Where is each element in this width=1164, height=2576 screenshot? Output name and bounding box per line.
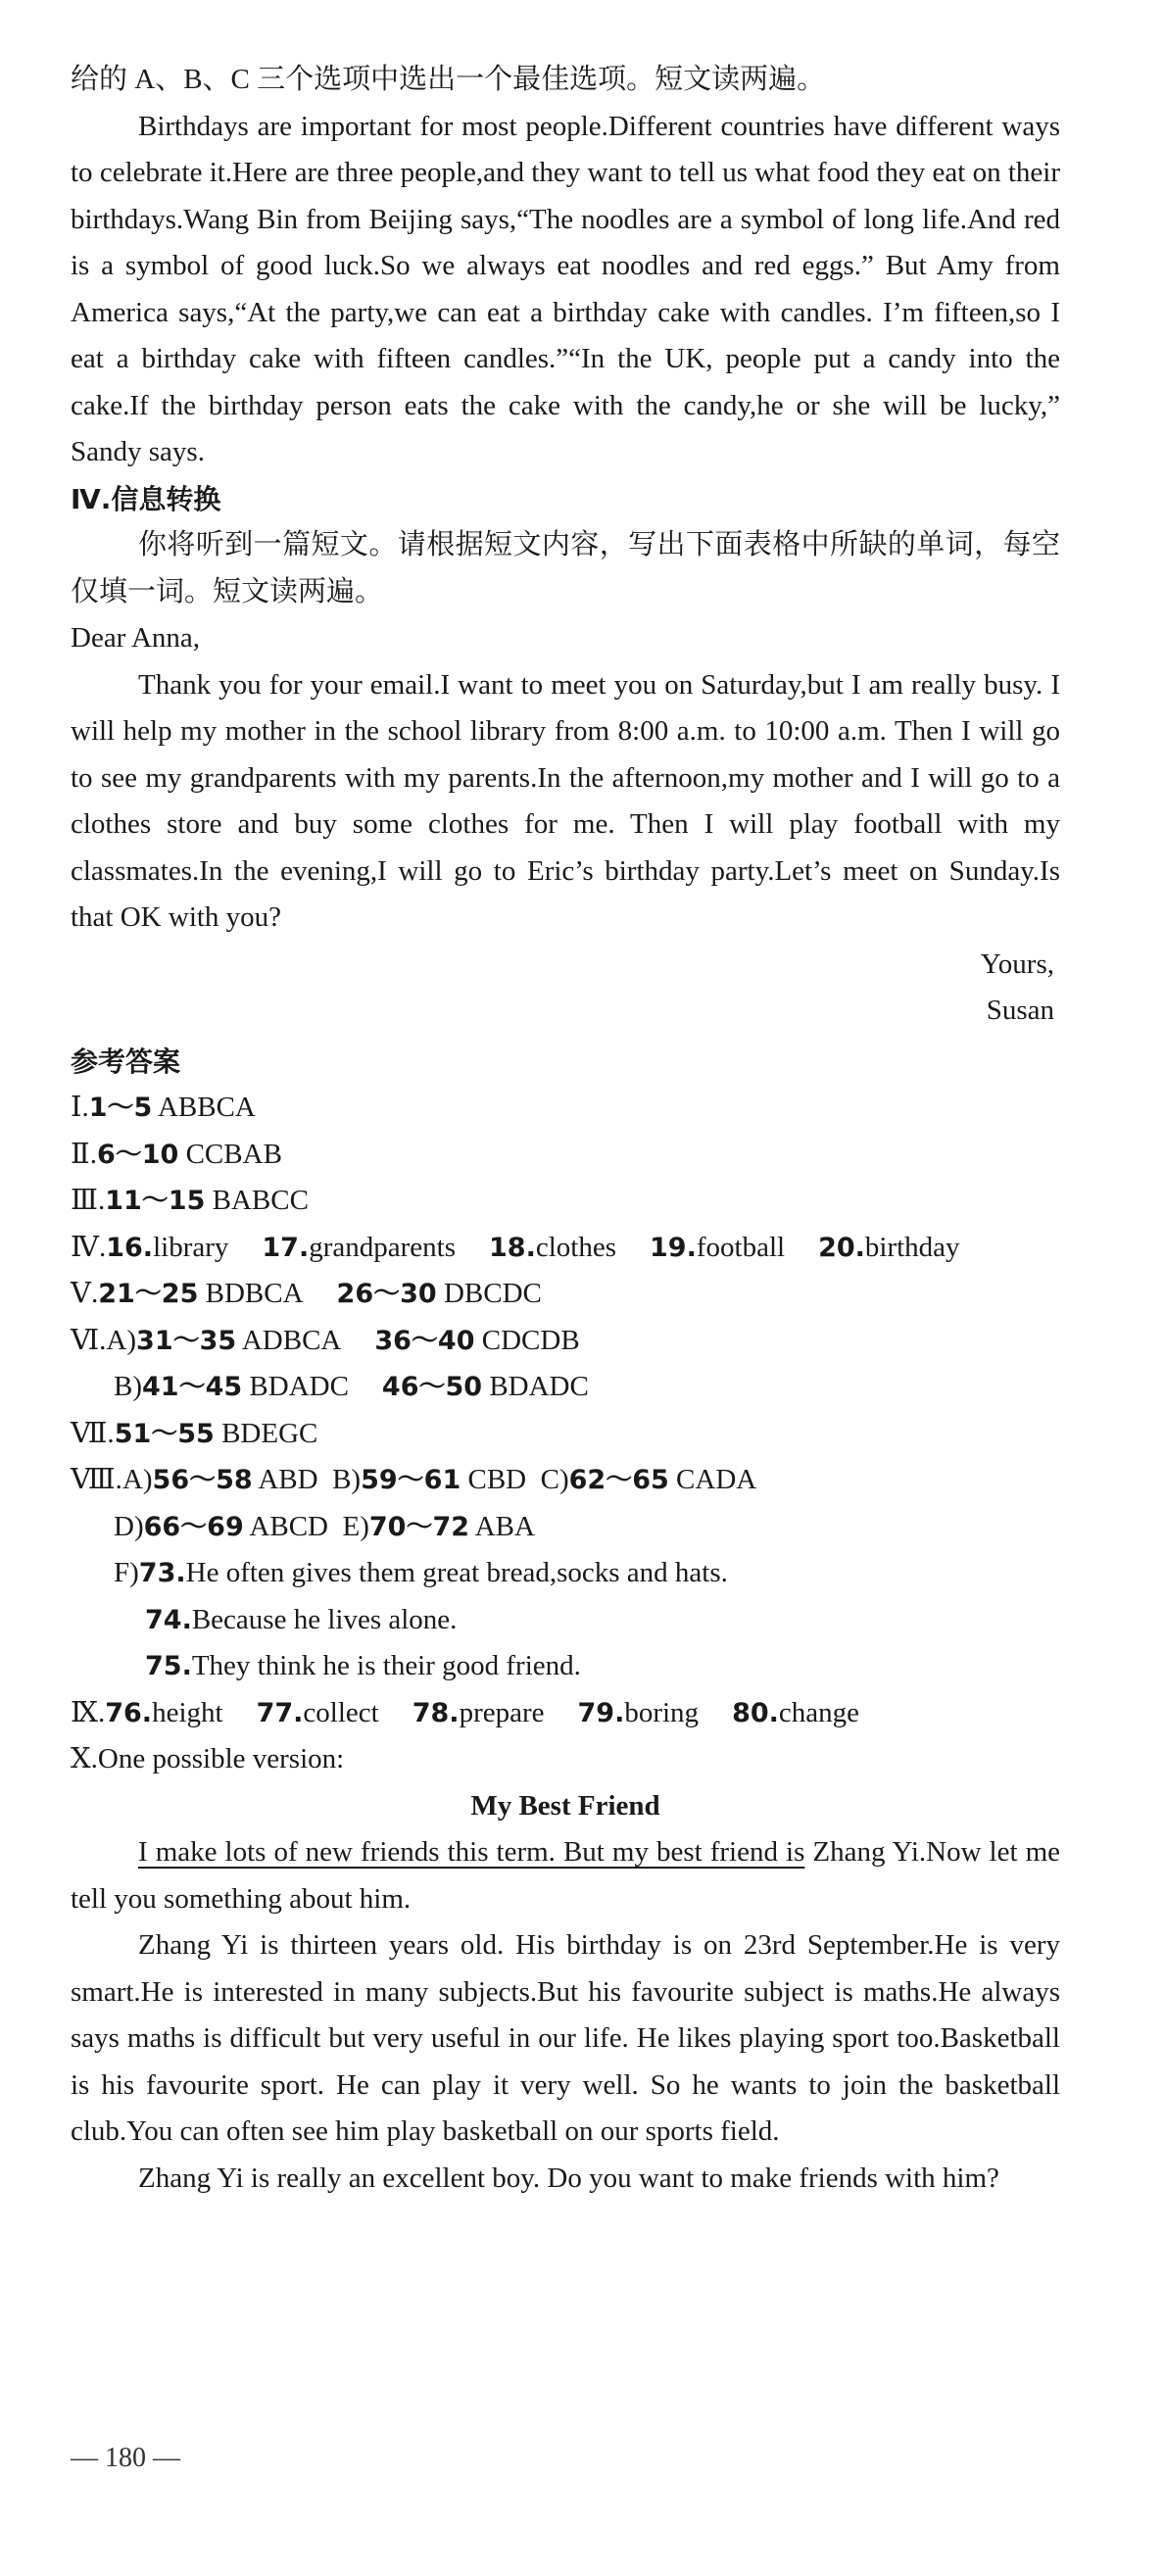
question-range: 66～69: [143, 1511, 244, 1542]
question-range: 51～55: [114, 1418, 215, 1449]
item-number: 77.: [256, 1697, 304, 1728]
item-word: change: [778, 1696, 860, 1728]
item-number: 18.: [489, 1232, 536, 1263]
essay-title: My Best Friend: [470, 1789, 660, 1822]
underlined-sentence: I make lots of new friends this term. But my best friend is: [138, 1836, 805, 1868]
answer-row-3: [71, 1178, 1060, 1225]
section-4-heading: Ⅳ.信息转换: [71, 482, 221, 515]
question-range: 6～10: [96, 1139, 179, 1170]
answer-key: CDCDB: [481, 1324, 580, 1356]
letter-body: Thank you for your email.I want to meet you on Saturday,but I am really busy. I will help my mother in the school library from 8:00 a.m. to 10:00 a.m. Then I will go to see my grandparents with my parents.In the afternoon,my mother and I will go to a clothes store and buy some clothes for me. Then I will play football with my classmates.In the evening,I will go to Eric’s birthday party.Let’s meet on Sunday.Is that OK with you?: [71, 668, 1060, 933]
question-range: 62～65: [568, 1465, 669, 1495]
answer-row-10: [71, 1736, 1060, 1783]
answer-sentence: They think he is their good friend.: [191, 1650, 581, 1681]
answer-key: BDEGC: [221, 1417, 318, 1449]
part-label: E): [342, 1510, 369, 1542]
question-range: 21～25: [98, 1279, 199, 1309]
item-number: 80.: [732, 1697, 779, 1728]
item-number: 76.: [105, 1697, 153, 1728]
answer-key: BDADC: [489, 1371, 589, 1402]
item-number: 78.: [412, 1697, 460, 1728]
item-word: prepare: [459, 1696, 545, 1728]
answer-key: BDADC: [249, 1371, 349, 1402]
question-range: 41～45: [142, 1372, 243, 1402]
answer-key: CADA: [676, 1464, 757, 1495]
intro-line: 给的 A、B、C 三个选项中选出一个最佳选项。短文读两遍。: [71, 64, 826, 95]
answer-key: BABCC: [212, 1185, 309, 1216]
answer-row-8f-74: [71, 1597, 1060, 1644]
roman-numeral: Ⅰ.: [71, 1092, 89, 1123]
answer-key: DBCDC: [443, 1278, 542, 1309]
item-number: 75.: [145, 1651, 192, 1681]
answers-heading: 参考答案: [71, 1045, 181, 1078]
section-4-instruction: 你将听到一篇短文。请根据短文内容，写出下面表格中所缺的单词，每空仅填一词。短文读两遍。: [71, 529, 1060, 608]
part-label: B): [332, 1464, 362, 1495]
question-range: 59～61: [361, 1465, 461, 1495]
question-range: 31～35: [136, 1325, 237, 1356]
question-range: 36～40: [374, 1325, 475, 1356]
part-label: D): [114, 1510, 144, 1542]
essay-paragraph-3: Zhang Yi is really an excellent boy. Do you want to make friends with him?: [138, 2162, 999, 2194]
question-range: 1～5: [88, 1093, 153, 1123]
item-word: clothes: [535, 1231, 617, 1263]
item-word: height: [152, 1696, 223, 1728]
letter-signature: Susan: [986, 995, 1054, 1026]
essay-paragraph-2: Zhang Yi is thirteen years old. His birthday is on 23rd September.He is very smart.He is interested in many subjects.But his favourite subject is maths.He always says maths is difficult but very useful in our life. He likes playing sport too.Basketball is his favourite sport. He can play it very well. So he wants to join the basketball club.You can often see him play basketball on our sports field.: [71, 1929, 1060, 2147]
answer-key: ABD: [258, 1464, 318, 1495]
roman-numeral: Ⅲ.: [71, 1185, 106, 1216]
roman-numeral: Ⅷ.: [71, 1464, 122, 1495]
answer-row-8f-73: [71, 1550, 1060, 1597]
answer-key: BDBCA: [205, 1278, 304, 1309]
answer-row-8f-75: [71, 1643, 1060, 1690]
roman-numeral: Ⅴ.: [71, 1278, 99, 1309]
roman-numeral: Ⅹ.: [71, 1743, 98, 1774]
item-word: grandparents: [309, 1231, 457, 1263]
question-range: 56～58: [152, 1465, 253, 1495]
item-word: boring: [624, 1696, 700, 1728]
part-label: F): [114, 1557, 139, 1588]
answer-row-8a: [71, 1457, 1060, 1504]
answer-key: ABCD: [249, 1510, 328, 1542]
item-number: 20.: [818, 1232, 865, 1263]
question-range: 70～72: [368, 1511, 470, 1542]
answer-key: ADBCA: [241, 1324, 342, 1356]
part-label: A): [106, 1324, 137, 1356]
question-range: 26～30: [336, 1279, 437, 1309]
item-word: birthday: [864, 1231, 960, 1263]
part-label: C): [540, 1464, 569, 1495]
answer-row-9: [71, 1690, 1060, 1737]
part-label: A): [121, 1464, 153, 1495]
item-word: collect: [303, 1696, 379, 1728]
item-number: 74.: [145, 1604, 192, 1635]
question-range: 11～15: [105, 1186, 206, 1216]
answer-row-2: [71, 1132, 1060, 1179]
roman-numeral: Ⅶ.: [71, 1417, 115, 1449]
document-page: [71, 57, 1060, 2202]
item-number: 19.: [650, 1232, 697, 1263]
roman-numeral: Ⅱ.: [71, 1138, 97, 1170]
answer-key: CCBAB: [185, 1138, 282, 1170]
answer-row-8b: [71, 1504, 1060, 1551]
answer-row-6a: [71, 1318, 1060, 1365]
answer-key: ABBCA: [157, 1092, 256, 1123]
answer-sentence: Because he lives alone.: [191, 1603, 458, 1635]
item-word: library: [153, 1231, 229, 1263]
item-word: football: [696, 1231, 786, 1263]
answer-row-7: [71, 1411, 1060, 1458]
item-number: 17.: [262, 1232, 310, 1263]
letter-closing: Yours,: [980, 948, 1054, 980]
answer-row-6b: [71, 1364, 1060, 1411]
answer-row-5: [71, 1271, 1060, 1318]
question-range: 46～50: [381, 1372, 483, 1402]
item-number: 73.: [138, 1558, 186, 1588]
answer-key: ABA: [474, 1510, 535, 1542]
item-number: 79.: [577, 1697, 625, 1728]
answer-key: CBD: [467, 1464, 527, 1495]
passage-birthdays: Birthdays are important for most people.Different countries have different ways to celebrate it.Here are three people,and they want to tell us what food they eat on their birthdays.Wang Bin from Beijing says,“The noodles are a symbol of long life.And red is a symbol of good luck.So we always eat noodles and red eggs.” But Amy from America says,“At the party,we can eat a birthday cake with candles. I’m fifteen,so I eat a birthday cake with fifteen candles.”“In the UK, people put a candy into the cake.If the birthday person eats the cake with the candy,he or she will be lucky,” Sandy says.: [71, 110, 1060, 467]
answer-sentence: He often gives them great bread,socks and hats.: [185, 1557, 728, 1588]
essay-text: Zhang Yi.Now let me tell you something about him.: [71, 1836, 1060, 1915]
essay-paragraph-1: [71, 1829, 1060, 1922]
answer-row-1: [71, 1085, 1060, 1132]
answer-row-4: [71, 1225, 1060, 1272]
item-number: 16.: [106, 1232, 154, 1263]
letter-greeting: Dear Anna,: [71, 622, 201, 654]
roman-numeral: Ⅳ.: [71, 1231, 107, 1263]
part-label: B): [114, 1371, 142, 1402]
roman-numeral: Ⅵ.: [71, 1324, 107, 1356]
answer-sentence: One possible version:: [97, 1743, 345, 1774]
roman-numeral: Ⅸ.: [71, 1696, 106, 1728]
page-number: — 180 —: [71, 2443, 180, 2473]
